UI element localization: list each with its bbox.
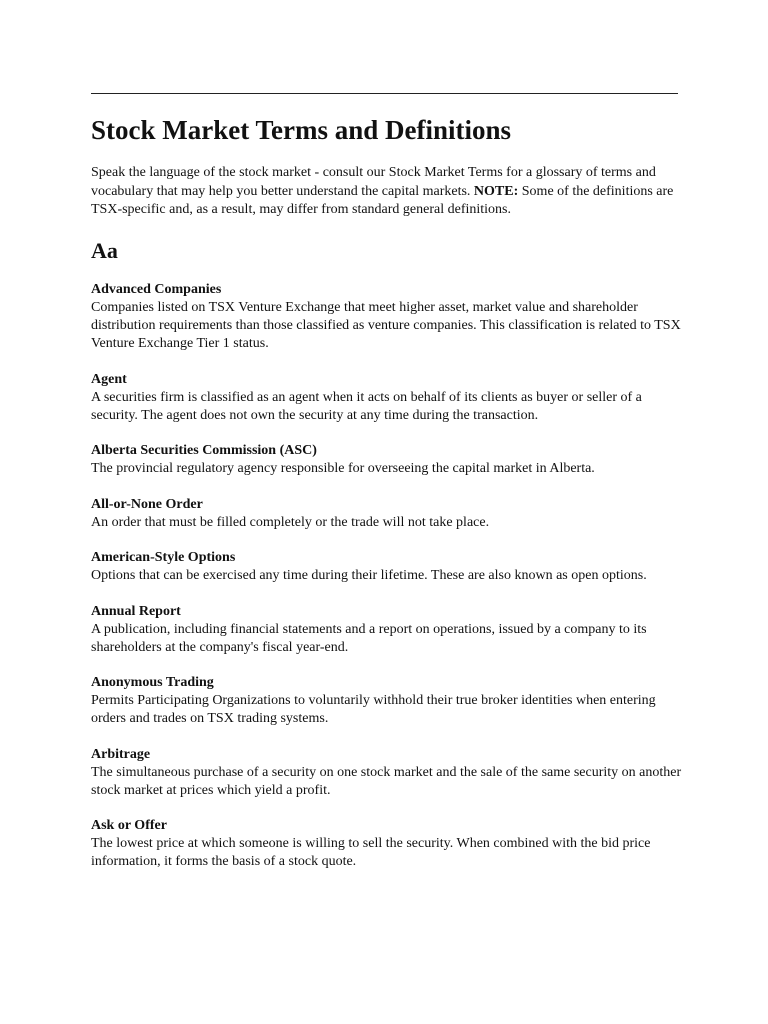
term-definition: A publication, including financial statements and a report on operations, issued by a company to its shareholders at the company's fiscal year-end.: [91, 621, 647, 655]
glossary-entry: [91, 674, 683, 728]
term-definition: The lowest price at which someone is willing to sell the security. When combined with the bid price information, it forms the basis of a stock quote.: [91, 836, 651, 869]
term-definition: The simultaneous purchase of a security on one stock market and the sale of the same security on another stock market at prices which yield a profit.: [91, 764, 682, 798]
term-definition: The provincial regulatory agency responsible for overseeing the capital market in Alberta.: [91, 461, 595, 476]
glossary-entry: [91, 817, 683, 871]
intro-text: Speak the language of the stock market - consult our Stock Market Terms for a glossary of terms and vocabulary that may help you better understand the capital markets.: [91, 165, 656, 199]
term-name: Ask or Offer: [91, 818, 167, 833]
term-name: Alberta Securities Commission (ASC): [91, 443, 317, 458]
term-name: Anonymous Trading: [91, 675, 214, 690]
intro-note-text: Some of the definitions are TSX-specific and, as a result, may differ from standard general definitions.: [91, 183, 674, 217]
term-name: Arbitrage: [91, 746, 151, 762]
intro-paragraph: [91, 164, 681, 220]
glossary-entry: [91, 549, 683, 585]
term-name: Annual Report: [91, 603, 181, 619]
glossary-list: [91, 281, 683, 889]
term-definition: A securities firm is classified as an agent when it acts on behalf of its clients as buyer or seller of a security. The agent does not own the security at any time during the transaction.: [91, 389, 642, 423]
glossary-entry: [91, 442, 683, 478]
glossary-entry: [91, 496, 683, 532]
note-label: NOTE:: [473, 183, 519, 199]
term-name: All-or-None Order: [91, 496, 203, 512]
term-definition: Options that can be exercised any time during their lifetime. These are also known as open options.: [91, 568, 647, 583]
top-divider: [91, 93, 678, 94]
term-definition: An order that must be filled completely or the trade will not take place.: [91, 514, 490, 530]
section-heading-a: Aa: [91, 238, 118, 263]
term-name: American-Style Options: [91, 550, 236, 565]
glossary-entry: [91, 603, 683, 657]
term-definition: Companies listed on TSX Venture Exchange that meet higher asset, market value and shareholder distribution requirements than those classified as venture companies. This classification is related to TSX Venture Exchange Tier 1 status.: [91, 300, 681, 351]
glossary-entry: [91, 746, 683, 800]
glossary-entry: [91, 281, 683, 353]
term-name: Advanced Companies: [91, 282, 222, 297]
glossary-entry: [91, 371, 683, 425]
page-title: Stock Market Terms and Definitions: [91, 115, 512, 145]
term-definition: Permits Participating Organizations to voluntarily withhold their true broker identities when entering orders and trades on TSX trading systems.: [91, 693, 656, 726]
term-name: Agent: [91, 371, 127, 387]
